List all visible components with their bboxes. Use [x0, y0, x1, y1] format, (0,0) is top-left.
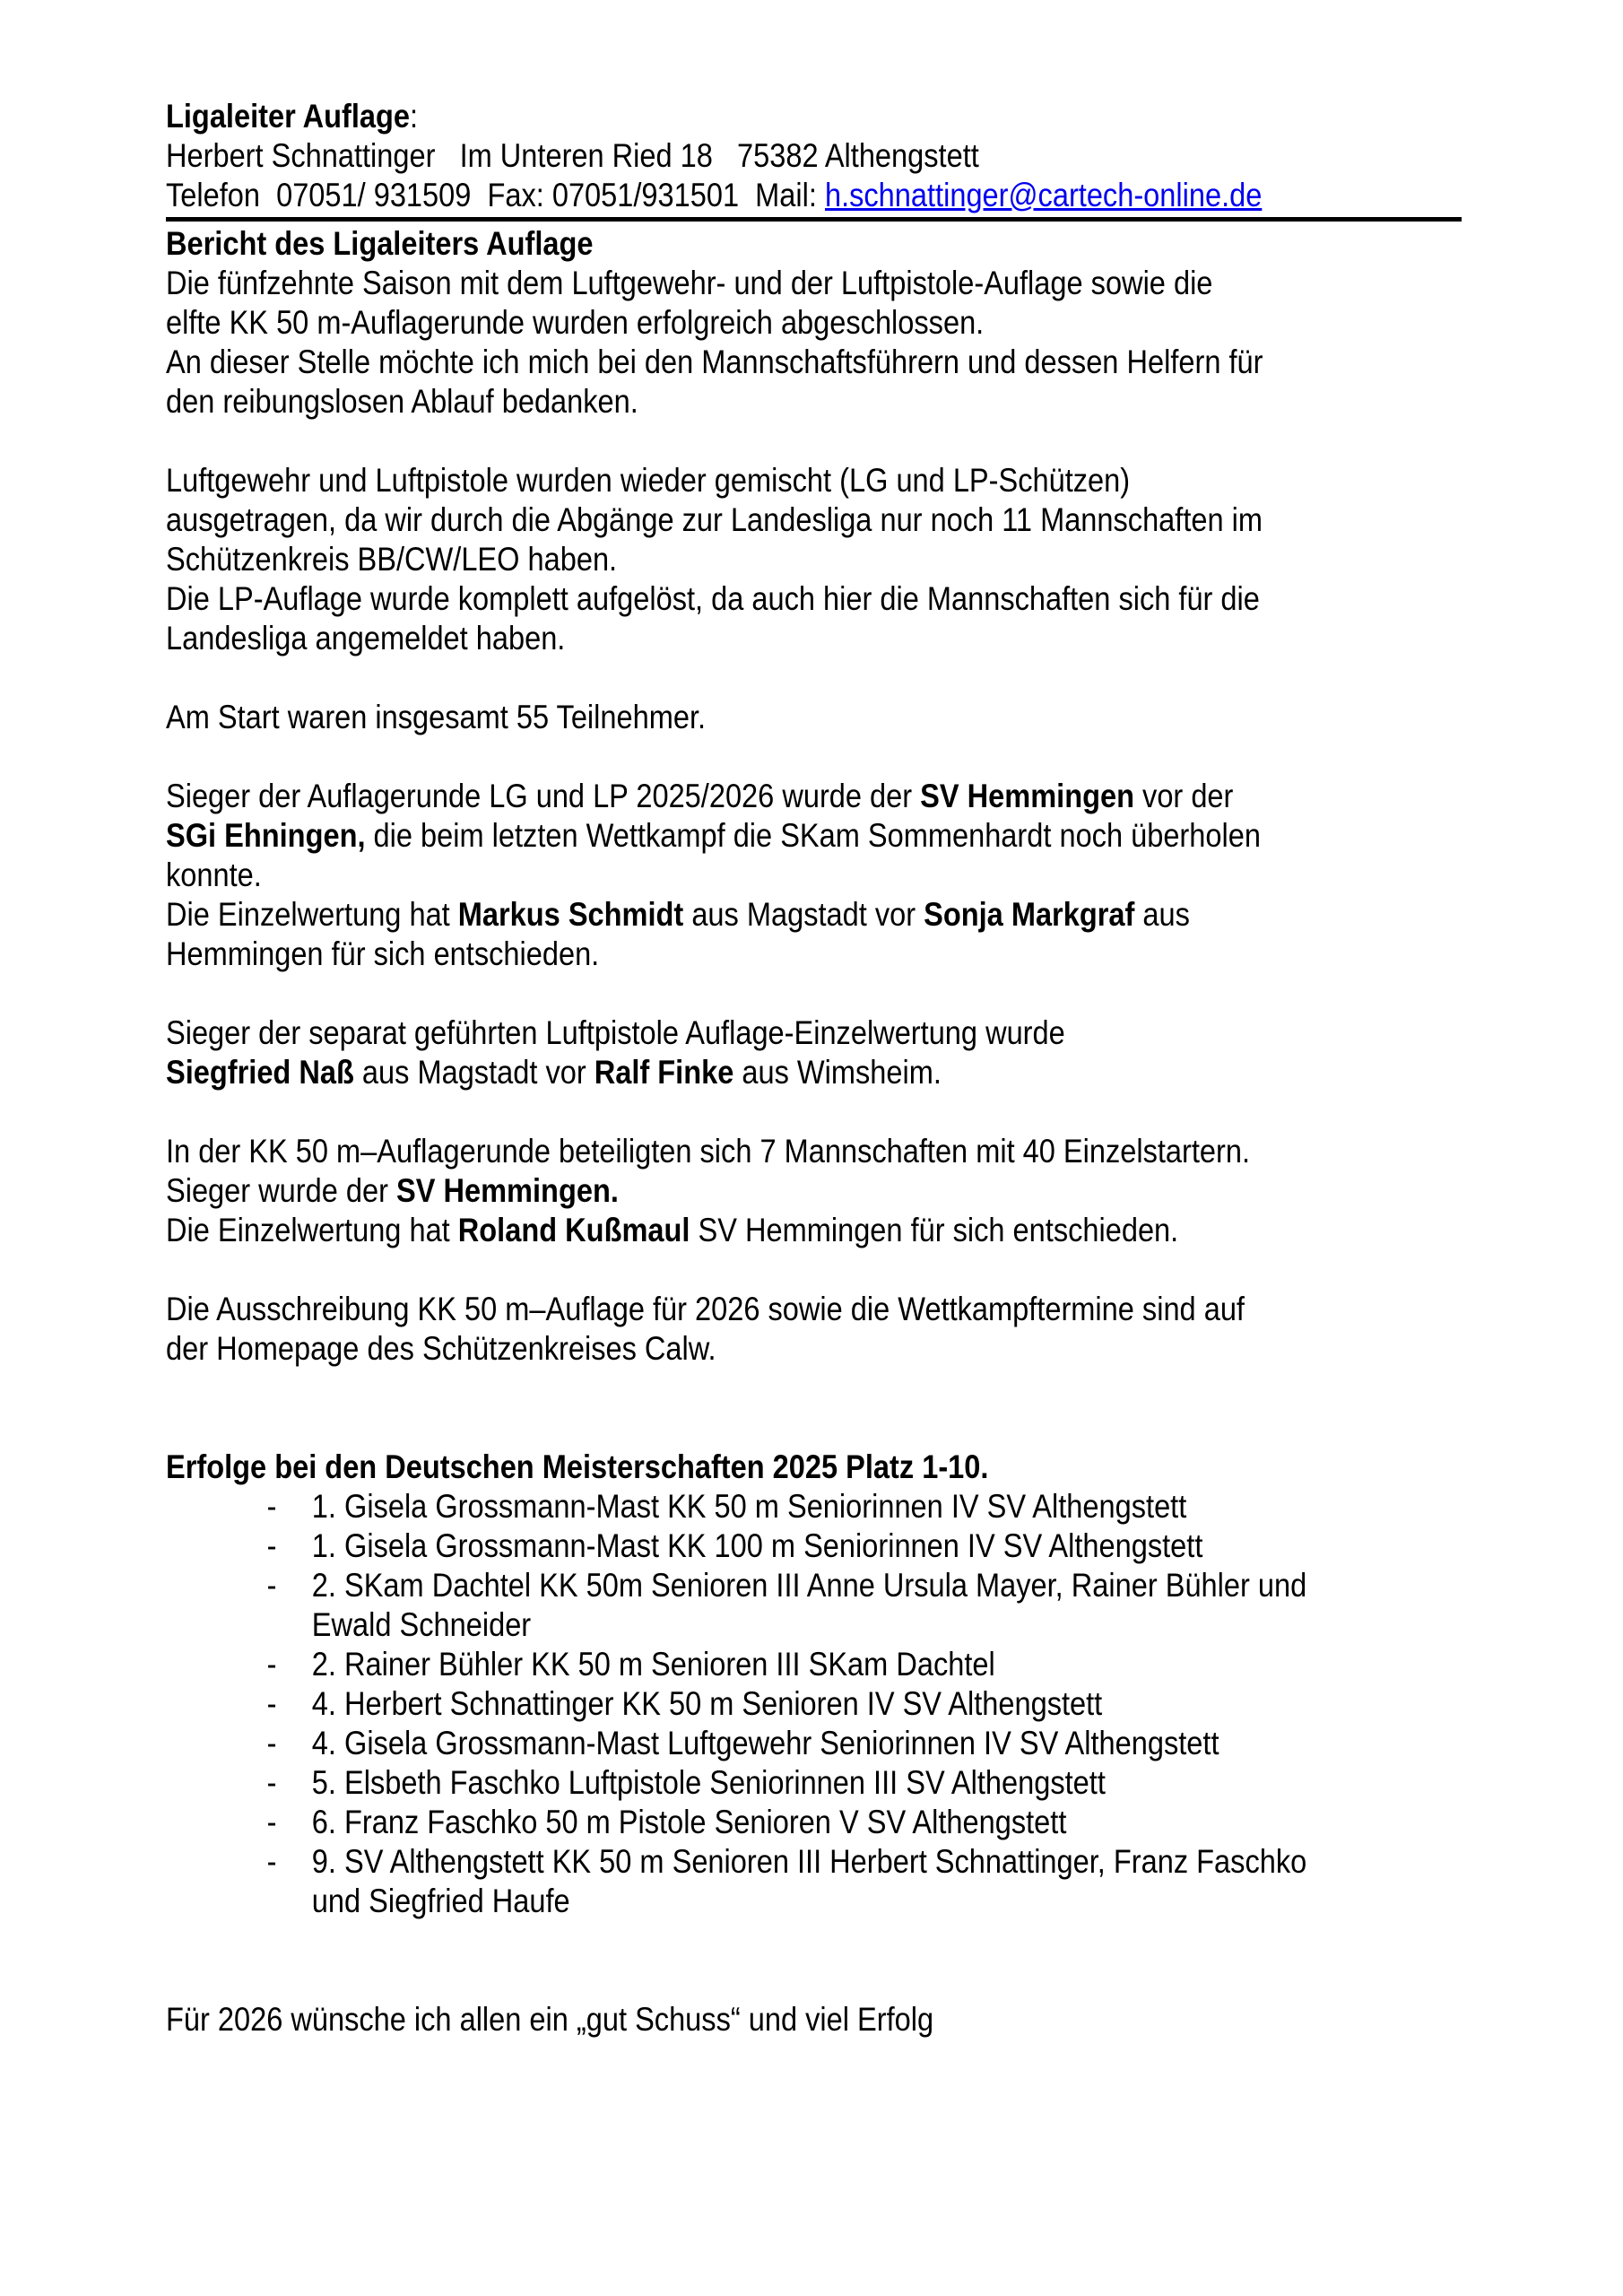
text-run: SV Hemmingen	[920, 778, 1134, 814]
text-run: elfte KK 50 m-Auflagerunde wurden erfolgreich abgeschlossen.	[166, 304, 985, 341]
header-line	[166, 176, 1306, 215]
list-item	[166, 1487, 1306, 1526]
text-line	[166, 343, 1306, 382]
text-run: Die Einzelwertung hat	[166, 896, 458, 933]
blank-line	[166, 737, 1462, 777]
blank-line	[166, 1961, 1462, 2000]
email-link[interactable]: h.schnattinger@cartech-online.de	[824, 177, 1263, 213]
text-run: Für 2026 wünsche ich allen ein „gut Schuss“ und viel Erfolg	[166, 2001, 934, 2038]
header-line	[166, 136, 1306, 176]
blank-line	[166, 422, 1462, 461]
document-body	[166, 224, 1462, 2039]
text-run: Sieger wurde der	[166, 1172, 397, 1209]
text-line	[166, 224, 1306, 264]
text-run: 2. SKam Dachtel KK 50m Senioren III Anne Ursula Mayer, Rainer Bühler und	[311, 1567, 1307, 1604]
list-bullet: -	[266, 1725, 277, 1761]
text-run: aus Magstadt vor	[683, 896, 924, 933]
text-line	[166, 1132, 1306, 1171]
text-line	[166, 579, 1306, 619]
blank-line	[166, 1921, 1462, 1961]
text-run: Roland Kußmaul	[457, 1212, 690, 1248]
blank-line	[166, 658, 1462, 698]
blank-line	[166, 1369, 1462, 1408]
text-line	[166, 500, 1306, 540]
list-item-continuation	[166, 1882, 1306, 1921]
list-item	[166, 1724, 1306, 1763]
list-bullet: -	[266, 1567, 277, 1604]
text-run: den reibungslosen Ablauf bedanken.	[166, 383, 638, 420]
list-bullet: -	[266, 1843, 277, 1880]
text-run: Die Einzelwertung hat	[166, 1212, 458, 1248]
text-line	[166, 1211, 1306, 1250]
blank-line	[166, 1092, 1462, 1132]
list-item	[166, 1763, 1306, 1803]
list-bullet: -	[266, 1764, 277, 1801]
list-bullet: -	[266, 1646, 277, 1683]
text-run: Die LP-Auflage wurde komplett aufgelöst, da auch hier die Mannschaften sich für die	[166, 580, 1260, 617]
text-run: ausgetragen, da wir durch die Abgänge zur Landesliga nur noch 11 Mannschaften im	[166, 501, 1263, 538]
text-run: der Homepage des Schützenkreises Calw.	[166, 1330, 716, 1367]
text-run: aus Magstadt vor	[353, 1054, 595, 1091]
text-run: 6. Franz Faschko 50 m Pistole Senioren V SV Althengstett	[311, 1804, 1067, 1840]
text-line	[166, 1053, 1306, 1092]
header-divider	[166, 217, 1462, 222]
list-bullet: -	[266, 1804, 277, 1840]
document-header	[166, 97, 1462, 215]
blank-line	[166, 974, 1462, 1013]
text-run: 2. Rainer Bühler KK 50 m Senioren III SKam Dachtel	[311, 1646, 995, 1683]
text-run: 1. Gisela Grossmann-Mast KK 50 m Seniorinnen IV SV Althengstett	[311, 1488, 1187, 1525]
text-run: Telefon 07051/ 931509 Fax: 07051/931501 Mail:	[166, 177, 825, 213]
list-item-continuation	[166, 1605, 1306, 1645]
text-line	[166, 816, 1306, 856]
text-line	[166, 698, 1306, 737]
text-line	[166, 1171, 1306, 1211]
text-run: SGi Ehningen,	[166, 817, 366, 854]
text-line	[166, 540, 1306, 579]
text-line	[166, 382, 1306, 422]
text-run: 4. Herbert Schnattinger KK 50 m Senioren IV SV Althengstett	[311, 1685, 1103, 1722]
list-item	[166, 1526, 1306, 1566]
text-line	[166, 1013, 1306, 1053]
list-bullet: -	[266, 1488, 277, 1525]
list-item	[166, 1566, 1306, 1605]
blank-line	[166, 1408, 1462, 1448]
text-run: 4. Gisela Grossmann-Mast Luftgewehr Seniorinnen IV SV Althengstett	[311, 1725, 1219, 1761]
text-run: SV Hemmingen für sich entschieden.	[690, 1212, 1179, 1248]
text-run: Sieger der separat geführten Luftpistole Auflage-Einzelwertung wurde	[166, 1014, 1065, 1051]
text-line	[166, 264, 1306, 303]
text-run: die beim letzten Wettkampf die SKam Sommenhardt noch überholen	[365, 817, 1261, 854]
text-line	[166, 1290, 1306, 1329]
text-run: Landesliga angemeldet haben.	[166, 620, 566, 657]
text-run: An dieser Stelle möchte ich mich bei den Mannschaftsführern und dessen Helfern für	[166, 344, 1263, 380]
list-item	[166, 1842, 1306, 1882]
text-run: Luftgewehr und Luftpistole wurden wieder gemischt (LG und LP-Schützen)	[166, 462, 1131, 499]
text-run: Die Ausschreibung KK 50 m–Auflage für 2026 sowie die Wettkampftermine sind auf	[166, 1291, 1245, 1327]
text-line	[166, 619, 1306, 658]
text-run: SV Hemmingen.	[396, 1172, 619, 1209]
text-line	[166, 461, 1306, 500]
text-run: 1. Gisela Grossmann-Mast KK 100 m Seniorinnen IV SV Althengstett	[311, 1527, 1203, 1564]
text-run: und Siegfried Haufe	[311, 1883, 570, 1919]
list-item	[166, 1645, 1306, 1684]
text-line	[166, 2000, 1306, 2039]
text-run: Schützenkreis BB/CW/LEO haben.	[166, 541, 618, 578]
text-run: 9. SV Althengstett KK 50 m Senioren III Herbert Schnattinger, Franz Faschko	[311, 1843, 1307, 1880]
text-run: Siegfried Naß	[166, 1054, 354, 1091]
text-run: Markus Schmidt	[457, 896, 684, 933]
list-bullet: -	[266, 1527, 277, 1564]
text-run: :	[410, 98, 419, 135]
text-run: 5. Elsbeth Faschko Luftpistole Seniorinnen III SV Althengstett	[311, 1764, 1106, 1801]
blank-line	[166, 1250, 1462, 1290]
text-line	[166, 856, 1306, 895]
text-line	[166, 895, 1306, 935]
text-run: Erfolge bei den Deutschen Meisterschaften 2025 Platz 1-10.	[166, 1448, 989, 1485]
text-run: Ralf Finke	[594, 1054, 734, 1091]
text-line	[166, 1448, 1306, 1487]
text-run: Am Start waren insgesamt 55 Teilnehmer.	[166, 699, 707, 735]
text-run: konnte.	[166, 857, 262, 893]
text-run: Ligaleiter Auflage	[166, 98, 411, 135]
text-run: aus	[1134, 896, 1190, 933]
text-run: Die fünfzehnte Saison mit dem Luftgewehr- und der Luftpistole-Auflage sowie die	[166, 265, 1213, 301]
text-line	[166, 777, 1306, 816]
list-item	[166, 1684, 1306, 1724]
text-line	[166, 303, 1306, 343]
text-run: vor der	[1133, 778, 1234, 814]
list-bullet: -	[266, 1685, 277, 1722]
text-run: Bericht des Ligaleiters Auflage	[166, 225, 594, 262]
text-line	[166, 935, 1306, 974]
list-item	[166, 1803, 1306, 1842]
text-run: Hemmingen für sich entschieden.	[166, 935, 600, 972]
text-line	[166, 1329, 1306, 1369]
text-run: Herbert Schnattinger Im Unteren Ried 18 75382 Althengstett	[166, 137, 979, 174]
text-run: Ewald Schneider	[311, 1606, 532, 1643]
text-run: In der KK 50 m–Auflagerunde beteiligten sich 7 Mannschaften mit 40 Einzelstartern.	[166, 1133, 1251, 1170]
header-line	[166, 97, 1306, 136]
text-run: Sieger der Auflagerunde LG und LP 2025/2026 wurde der	[166, 778, 921, 814]
text-run: aus Wimsheim.	[733, 1054, 942, 1091]
text-run: Sonja Markgraf	[924, 896, 1135, 933]
